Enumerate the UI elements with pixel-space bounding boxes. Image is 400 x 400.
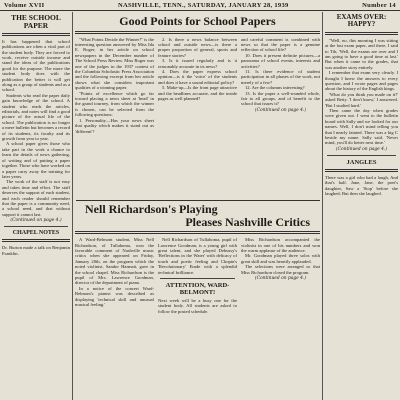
heading-rule	[75, 31, 320, 34]
article-paragraph: 10. Does it present definite pictures—a panorama of school events, interests and activities?	[241, 52, 320, 69]
article-paragraph: A Ward-Belmont student, Miss Nell Richardson, of Tullahoma, won the favorable comment of Nashville music critics when she appeared on Friday, January 20th, on the program which the noted violinist, Sandor Harmati, gave in the school chapel. Miss Richardson is the pupil of Mrs. Lawrence Goodman, director of the department of piano.	[75, 237, 154, 286]
article-paragraph: 1. Personality—Has your news sheet that quality which makes it stand out as 'different'?	[75, 117, 154, 134]
attention-heading: ATTENTION, WARD-BELMONT!	[165, 282, 230, 297]
chapel-notes-text: Dr. Burton made a talk on Benjamin Franklin.	[2, 245, 70, 256]
jangles-heading: JANGLES	[346, 158, 377, 166]
article-column	[158, 37, 237, 134]
article-paragraph: and careful comment is combined with news so that the paper is a genuine reflection of school life?	[241, 36, 320, 53]
paper-dateline: NASHVILLE, TENN., SATURDAY, JANUARY 28, 1939	[118, 1, 289, 9]
editorial-paragraph: Students who read the paper daily gain knowledge of the school. A student who reads the articles, editorials, and notes will find a good picture of the actual life of the school. The publication is no longer a mere bulletin but becomes a record of its students, its faculty and its growth from year to year.	[2, 92, 70, 142]
article-paragraph: 11. Is there evidence of student participation in all phases of the work, not merely of a few?	[241, 69, 320, 85]
column-rule	[72, 12, 73, 400]
section-rule	[76, 200, 320, 201]
article-column	[75, 237, 154, 314]
exams-paragraph: I remember that exam very clearly. I thought I knew the answers to every question, and I wrote pages and pages about the history of the English kings.	[325, 70, 398, 92]
masthead	[0, 0, 400, 11]
article-paragraph: "What Points Decide the Winner?" is the interesting question answered by Miss Ida E. Roger, in her article on school newspapers in the December number of The School Press Review. Miss Roger was one of the judges in the 1937 contest of the Columbia Scholastic Press Association and the following excerpt from her article shows what she considers important qualities of a winning paper.	[75, 36, 154, 91]
section-rule	[160, 278, 235, 279]
heading-rule	[325, 32, 398, 35]
good-points-article	[75, 12, 320, 198]
issue-number: Number 14	[362, 1, 396, 9]
chapel-notes-heading: CHAPEL NOTES	[12, 230, 60, 237]
editorial-paragraph: It has happened that school publications are often a vital part of the student body. They are forced to work, receive outside income and stand the ideas of the publications good for the purpose. The more the student body does with the publication the better it will get along as a group of students and as a school.	[2, 38, 70, 93]
article-paragraph: Mr. Goodman played three solos with great skill and was heartily applauded.	[241, 253, 320, 264]
article-paragraph: 12. Are the columns interesting?	[245, 85, 305, 91]
article-column	[241, 237, 320, 314]
exams-paragraph: Then came the day when grades were given out. I went to the bulletin board with Sally and we looked for our names. Well, I don't mind telling you that I nearly fainted. There was a big C beside my name. Sally said, 'Never mind, you'll do better next time.'	[325, 107, 398, 146]
richardson-heading-line1: Nell Richardson's Playing	[85, 203, 218, 216]
article-column	[75, 37, 154, 134]
good-points-heading: Good Points for School Papers	[119, 14, 276, 28]
article-column	[241, 37, 320, 134]
exams-heading: EXAMS OVER: HAPPY?	[336, 13, 387, 29]
article-paragraph: 13. Is the paper a well-rounded whole, fair to all groups, and of benefit to the school that issues it?	[241, 90, 320, 107]
article-paragraph: In a notice of the concert Ward-Belmont's pianist was described as displaying 'technical skill and unusual musical feeling.'	[75, 285, 154, 308]
school-paper-heading: THE SCHOOL PAPER	[11, 13, 61, 30]
continued-note: (Continued on page 4.)	[254, 276, 307, 282]
section-rule	[327, 155, 396, 156]
article-column	[158, 237, 237, 314]
heading-rule	[2, 239, 70, 242]
editorial-paragraph: The work of the staff is not easy and takes time and effort. The staff deserves the support of each student, and each reader should remember that the paper is a community need, a school need, and that without support it cannot last.	[2, 179, 70, 217]
section-rule	[4, 226, 68, 227]
continued-note: (Continued on page 4.)	[10, 218, 62, 224]
heading-rule	[75, 231, 320, 234]
heading-rule	[325, 169, 398, 172]
exams-paragraph: "Well, no, this morning I was sitting at the last exam paper, and there, I said to Tib, 'Well, the exams are over and I am going to have a good time at last.' But when it came to the grades, that was another story entirely.	[325, 37, 398, 70]
article-paragraph: Nell Richardson of Tullahoma, pupil of Lawrence Goodman, is a young girl with great talent, and she played Debussy's 'Reflections in the Water' with delicacy of touch and poetic feeling and Chopin's 'Revolutionary' Etude with a splendid technical brilliance.	[158, 237, 237, 275]
richardson-heading-line2: Pleases Nashville Critics	[185, 214, 310, 229]
right-column	[325, 12, 398, 400]
left-column	[2, 12, 70, 400]
article-paragraph: The selections were arranged so that Miss Richardson closed the program.	[241, 264, 320, 275]
exams-paragraph: 'What do you think you made on it?' asked Betty. 'I don't know,' I answered. 'But I studied hard.'	[325, 91, 398, 108]
article-paragraph: 5. Make-up—Is the front page attractive and the headlines accurate, and the inside pages as well planned?	[158, 85, 237, 102]
heading-rule	[2, 33, 70, 36]
continued-note: (Continued on page 4.)	[254, 107, 307, 113]
attention-text: Next week will be a busy one for the student body. All students are asked to follow the posted schedule.	[158, 298, 237, 314]
article-paragraph: "Points of excellence which go far toward placing a news sheet at 'head' in the grand tourney, from which the winner is chosen, can be selected from the following questions:	[75, 90, 154, 118]
volume-label: Volume XVII	[4, 1, 45, 9]
article-paragraph: 3. Is it issued regularly and is it reasonably accurate in its news?	[158, 58, 237, 69]
continued-note: (Continued on page 4.)	[335, 146, 388, 152]
article-paragraph: 2. Is there a news balance between school and outside news—is there a proper proportion of general, sports and feature stories?	[158, 36, 237, 58]
richardson-article	[75, 203, 320, 400]
column-rule	[322, 12, 323, 400]
editorial-paragraph: A school paper gives those who take part in the work a chance to learn the details of news gathering, of writing and of putting a paper together. Those who have worked on a paper carry away the training for later years.	[2, 141, 70, 179]
article-paragraph: Miss Richardson accompanied the violinist in one of his numbers and won the warm applause of the audience.	[241, 237, 320, 253]
article-paragraph: 4. Does the paper express school opinion—is it the 'voice' of the students and does it have a sound editorial policy?	[158, 69, 237, 85]
jangles-text: There was a girl who had a laugh, And that's half. Jane, Jane, the poet's daughter, Saw a 'Stop' before she laughed; But then she laughed.	[325, 174, 398, 197]
